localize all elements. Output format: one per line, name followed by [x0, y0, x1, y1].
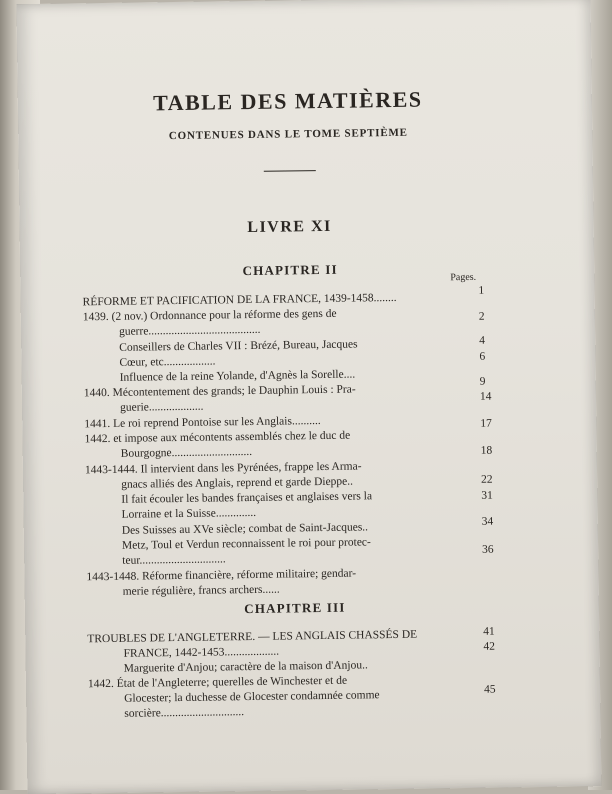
toc-line: Lorraine et la Suisse..............	[121, 506, 257, 521]
livre-heading: LIVRE XI	[247, 217, 332, 237]
toc-page-number: 14	[479, 390, 492, 403]
toc-page-number: 9	[479, 375, 486, 388]
toc-line: RÉFORME ET PACIFICATION DE LA FRANCE, 1439-1458........	[82, 291, 397, 309]
toc-line: guerre.......................................	[118, 323, 261, 338]
toc-page-number: 22	[481, 473, 493, 486]
toc-line: Glocester; la duchesse de Glocester condamnée comme	[124, 689, 380, 705]
page-title: TABLE DES MATIÈRES	[152, 86, 423, 116]
book-page	[16, 0, 601, 794]
toc-page-number: 4	[479, 334, 486, 347]
toc-line: 1440. Mécontentement des grands; le Dauphin Louis : Pra-	[83, 383, 356, 400]
toc-line: Influence de la reine Yolande, d'Agnès la Sorelle....	[119, 368, 356, 384]
toc-page-number: 6	[479, 350, 486, 363]
toc-line: Bourgogne............................	[120, 445, 253, 460]
toc-page-number: 41	[483, 625, 495, 638]
chapter-heading: CHAPITRE III	[244, 599, 346, 617]
toc-line: Des Suisses au XVe siècle; combat de Saint-Jacques..	[121, 521, 369, 537]
toc-page-number: 18	[480, 444, 493, 457]
toc-line: 1441. Le roi reprend Pontoise sur les Anglais..........	[84, 415, 321, 431]
page-subtitle: CONTENUES DANS LE TOME SEPTIÈME	[168, 126, 408, 143]
toc-line: 1443-1448. Réforme financière, réforme militaire; gendar-	[86, 567, 357, 584]
toc-line: sorcière.............................	[124, 706, 245, 720]
title-rule-divider	[264, 170, 316, 172]
toc-line: FRANCE, 1442-1453...................	[123, 645, 280, 660]
toc-line: teur..............................	[122, 553, 226, 567]
toc-line: 1439. (2 nov.) Ordonnance pour la réforme des gens de	[82, 307, 337, 324]
toc-line: gnacs alliés des Anglais, reprend et garde Dieppe..	[121, 475, 354, 491]
toc-line: 1443-1444. Il intervient dans les Pyrénées, frappe les Arma-	[84, 460, 362, 477]
toc-line: 1442. État de l'Angleterre; querelles de Winchester et de	[87, 674, 348, 691]
toc-page-number: 17	[480, 417, 492, 430]
toc-page-number: 2	[478, 310, 485, 323]
toc-line: 1442. et impose aux mécontents assemblés chez le duc de	[84, 429, 351, 446]
toc-line: Metz, Toul et Verdun reconnaissent le roi pour protec-	[121, 536, 371, 552]
toc-line: Conseillers de Charles VII : Brézé, Bureau, Jacques	[119, 338, 358, 354]
toc-line: Il fait écouler les bandes françaises et anglaises vers la	[121, 490, 373, 506]
toc-page-number: 36	[482, 543, 494, 556]
toc-line: merie régulière, francs archers......	[122, 583, 280, 598]
toc-line: TROUBLES DE L'ANGLETERRE. — LES ANGLAIS CHASSÉS DE	[87, 628, 418, 646]
toc-page-number: 42	[483, 640, 496, 653]
toc-page-number: 34	[481, 515, 494, 528]
pages-column-header: Pages.	[450, 271, 477, 284]
toc-line: Marguerite d'Anjou; caractère de la maison d'Anjou..	[123, 659, 368, 675]
toc-page-number: 45	[483, 683, 496, 696]
toc-page-number: 31	[481, 489, 493, 502]
toc-line: guerie...................	[120, 400, 204, 414]
toc-page-number: 1	[478, 284, 485, 297]
toc-line: Cœur, etc..................	[119, 355, 216, 369]
chapter-heading: CHAPITRE II	[242, 261, 338, 279]
